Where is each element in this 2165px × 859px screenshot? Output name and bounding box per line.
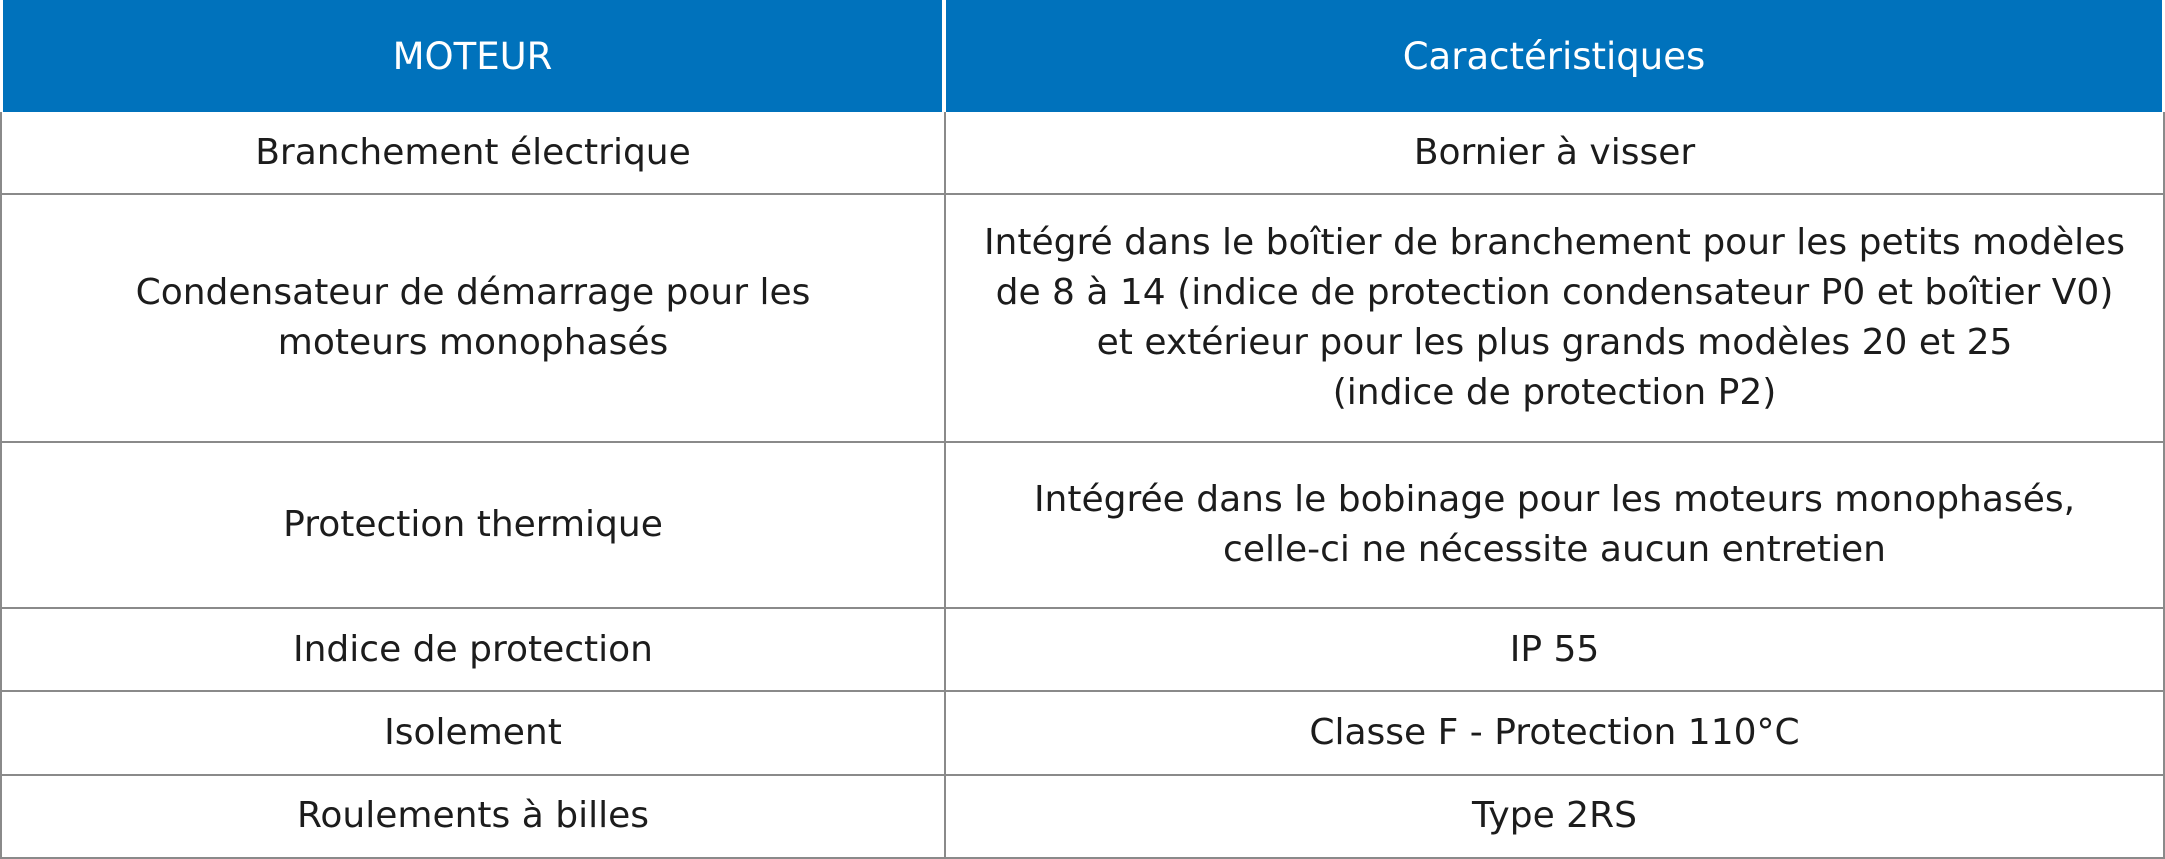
- value-line: de 8 à 14 (indice de protection condensateur P0 et boîtier V0): [995, 272, 2114, 314]
- row-value-condensateur: [946, 195, 2165, 443]
- column-header-caracteristiques: Caractéristiques: [946, 0, 2165, 112]
- value-line: (indice de protection P2): [1332, 372, 1777, 414]
- row-label-branchement: Branchement électrique: [0, 112, 946, 195]
- table-row: [0, 692, 2165, 775]
- row-value-isolement: [946, 692, 2165, 775]
- label-line: moteurs monophasés: [277, 322, 669, 364]
- row-value-indice-protection: [946, 609, 2165, 692]
- value-line: celle-ci ne nécessite aucun entretien: [1223, 529, 1886, 571]
- value-line: Bornier à visser: [1413, 131, 1696, 173]
- table-row: [0, 195, 2165, 443]
- row-label-indice-protection: Indice de protection: [0, 609, 946, 692]
- value-line: Type 2RS: [1472, 795, 1637, 837]
- value-line: et extérieur pour les plus grands modèles 20 et 25: [1096, 322, 2013, 364]
- row-label-protection-thermique: Protection thermique: [0, 443, 946, 609]
- table-row: [0, 112, 2165, 195]
- column-header-moteur: MOTEUR: [0, 0, 946, 112]
- row-label-isolement: Isolement: [0, 692, 946, 775]
- row-value-branchement: [946, 112, 2165, 195]
- row-label-roulements: Roulements à billes: [0, 776, 946, 859]
- table-row: [0, 443, 2165, 609]
- value-line: IP 55: [1509, 628, 1600, 670]
- value-line: Intégré dans le boîtier de branchement pour les petits modèles: [983, 222, 2126, 264]
- table-row: [0, 776, 2165, 859]
- value-line: Classe F - Protection 110°C: [1309, 711, 1800, 753]
- label-line: Condensateur de démarrage pour les: [135, 272, 811, 314]
- row-label-condensateur: [0, 195, 946, 443]
- value-line: Intégrée dans le bobinage pour les moteurs monophasés,: [1033, 479, 2076, 521]
- row-value-roulements: [946, 776, 2165, 859]
- table-row: [0, 609, 2165, 692]
- row-value-protection-thermique: [946, 443, 2165, 609]
- table-header-row: [0, 0, 2165, 112]
